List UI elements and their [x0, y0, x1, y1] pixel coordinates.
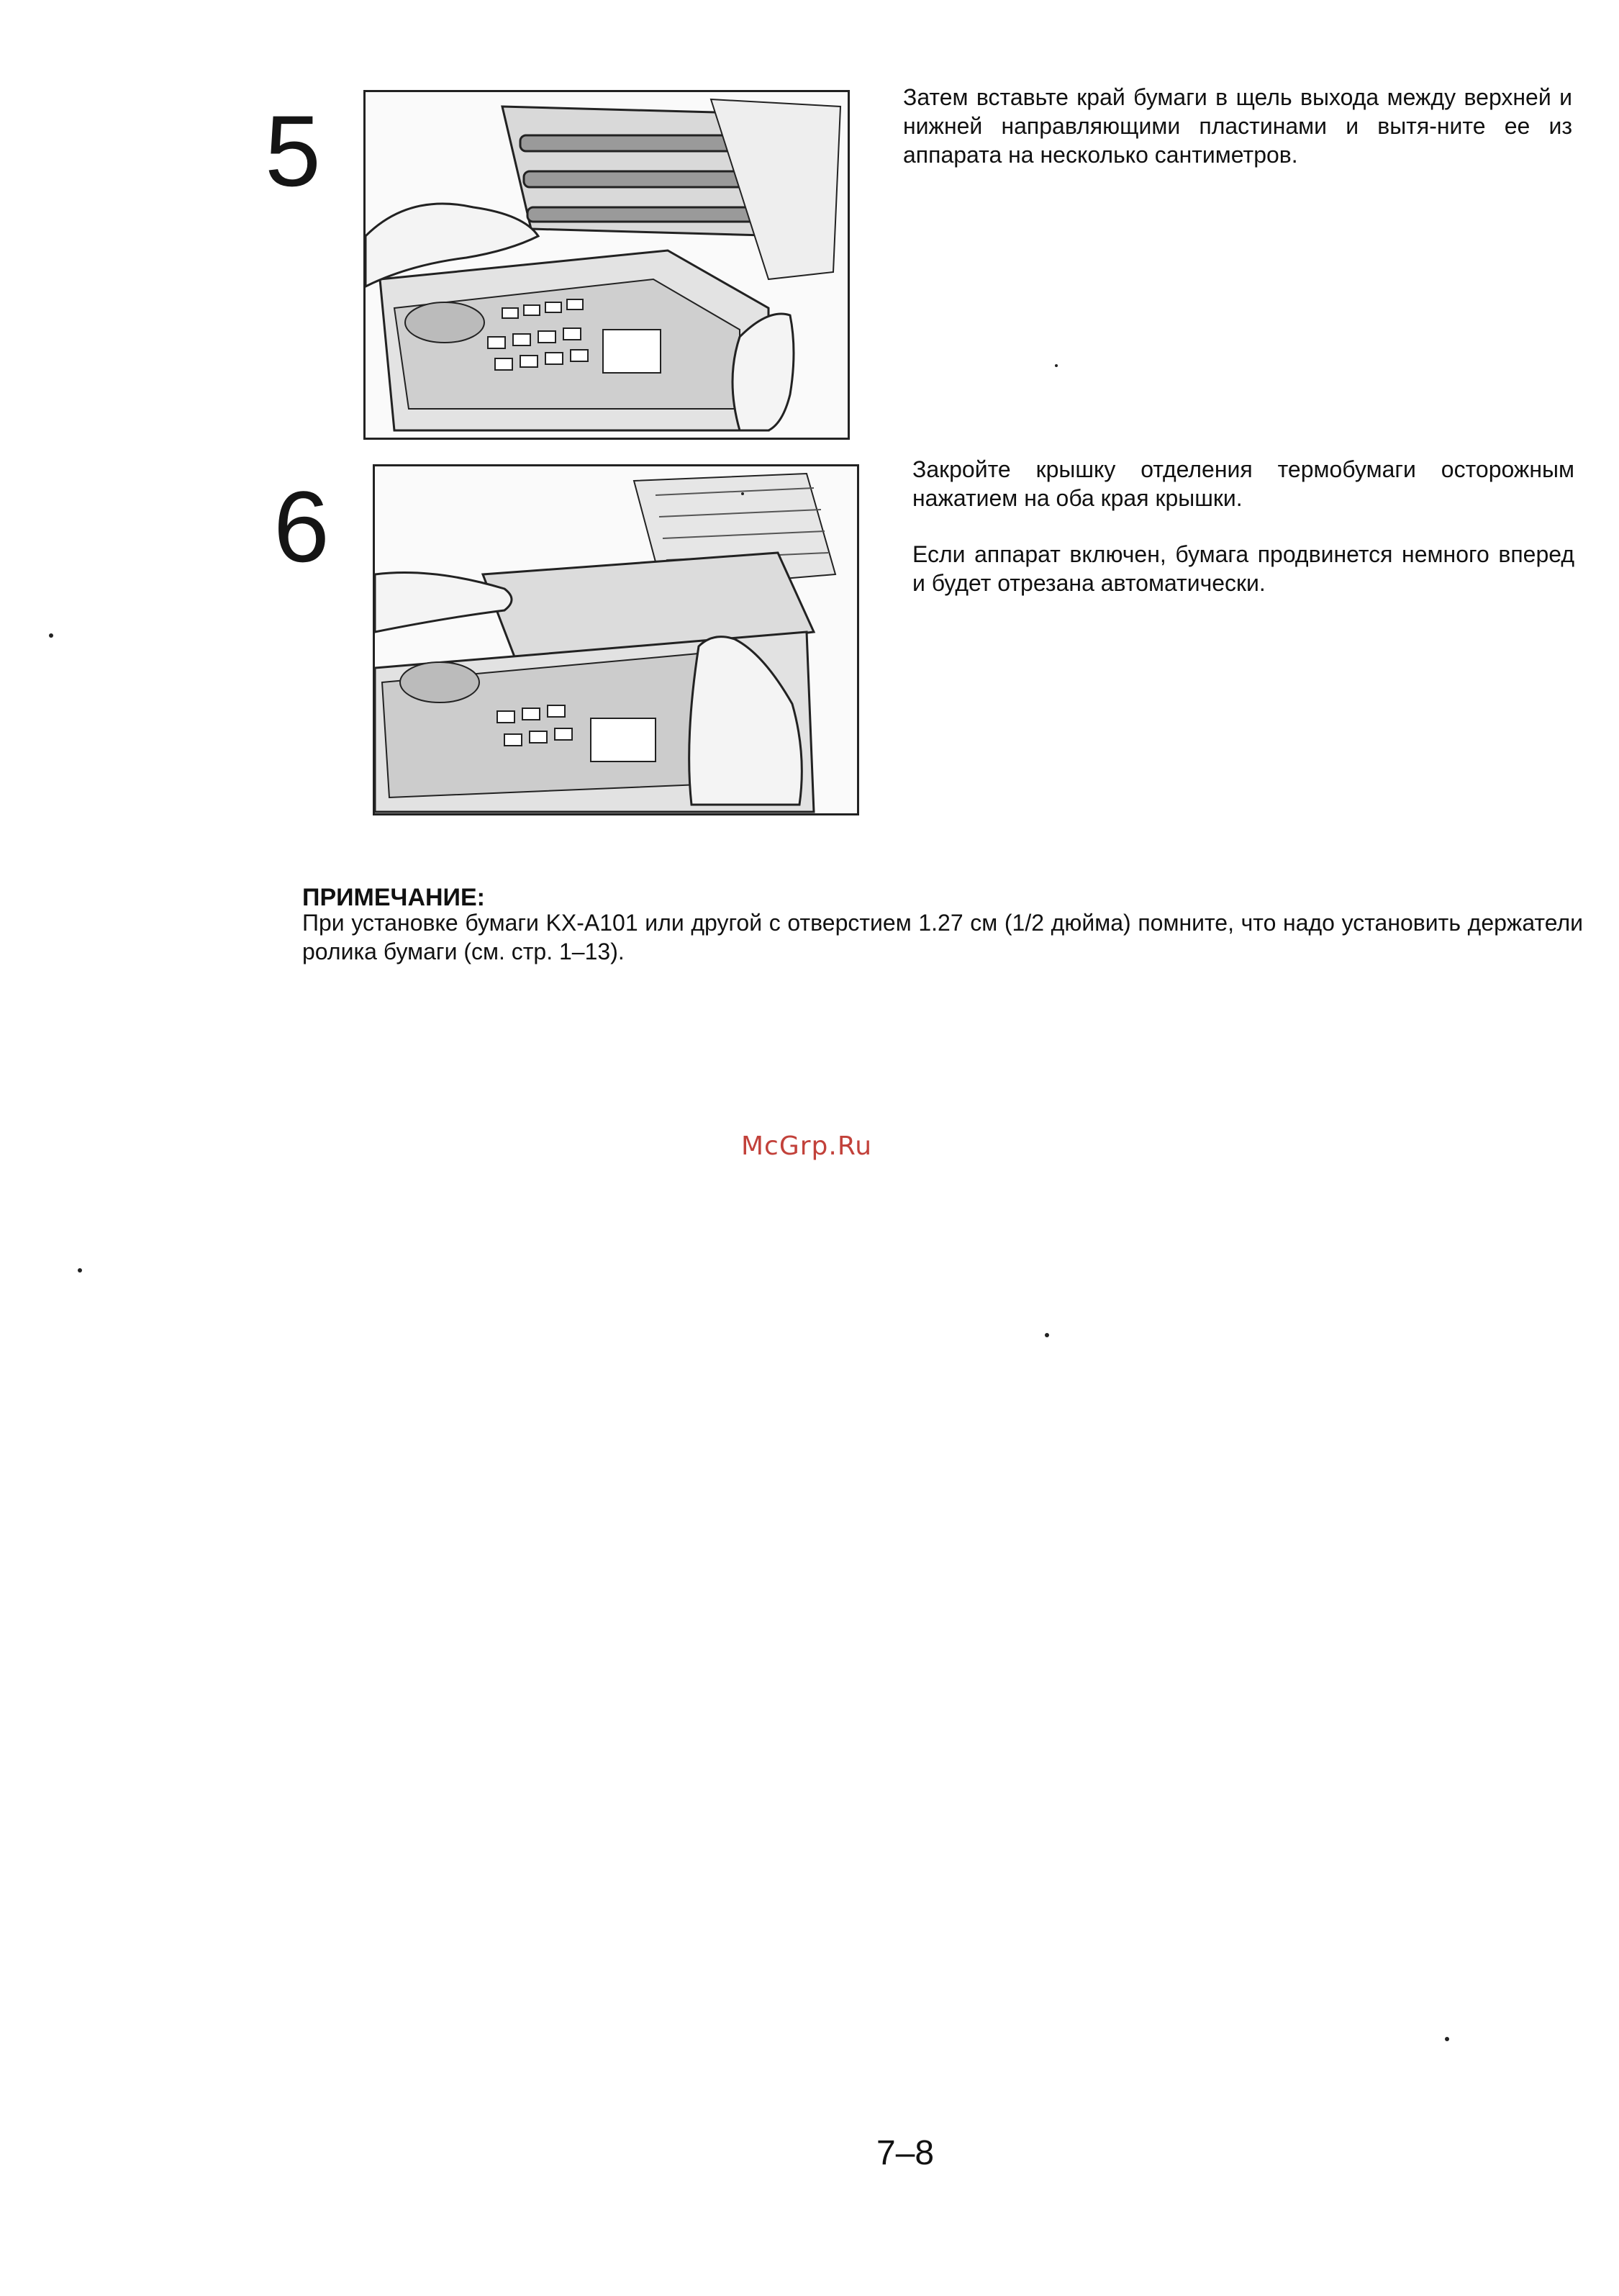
step-number-5: 5 — [265, 94, 321, 207]
watermark: McGrp.Ru — [741, 1131, 873, 1161]
fax-closing-cover-illustration — [373, 464, 859, 815]
step-6-result: Если аппарат включен, бумага продвинется немного вперед и будет отрезана автоматически. — [912, 541, 1574, 596]
page-number: 7–8 — [876, 2134, 935, 2172]
scan-speck — [78, 1268, 82, 1273]
step-6-instruction: Закройте крышку отделения термобумаги осторожным нажатием на оба края крышки. — [912, 456, 1574, 511]
fax-open-cover-illustration — [363, 90, 850, 440]
note-body: При установке бумаги KX-A101 или другой с отверстием 1.27 см (1/2 дюйма) помните, что надо установить держатели ролика бумаги (см. стр. 1–13). — [302, 910, 1583, 964]
note-heading: ПРИМЕЧАНИЕ: — [302, 884, 485, 911]
scan-speck — [49, 633, 53, 638]
scan-speck — [1045, 1333, 1049, 1337]
scan-speck — [741, 492, 744, 495]
step-number-6: 6 — [273, 470, 330, 583]
scan-speck — [1055, 364, 1058, 367]
scan-speck — [1445, 2037, 1449, 2041]
step-5-instruction: Затем вставьте край бумаги в щель выхода между верхней и нижней направляющими пластинами и вытя-ните ее из аппарата на несколько сантиметров. — [903, 84, 1572, 168]
